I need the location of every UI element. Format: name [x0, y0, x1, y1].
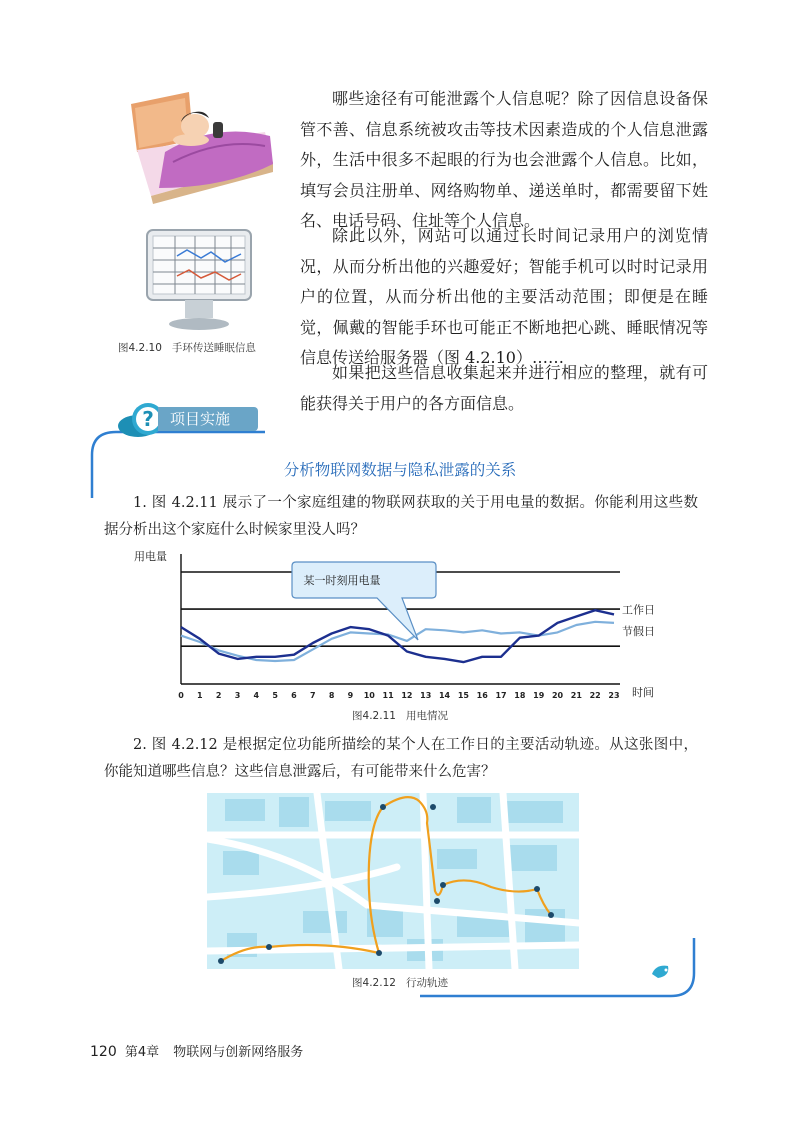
x-tick-label: 14 [438, 691, 451, 700]
x-tick-label: 5 [272, 691, 278, 700]
x-tick-label: 1 [197, 691, 203, 700]
chapter-number: 第4章 [124, 1045, 160, 1060]
paragraph-1: 哪些途径有可能泄露个人信息呢？除了因信息设备保管不善、信息系统被攻击等技术因素造成的个人信息泄露外，生活中很多不起眼的行为也会泄露个人信息。比如，填写会员注册单、网络购物单、递送单时，都需要留下姓名、电话号码、住址等个人信息。 [300, 89, 708, 230]
x-tick-label: 13 [420, 691, 432, 700]
paragraph-2: 除此以外，网站可以通过长时间记录用户的浏览情况，从而分析出他的兴趣爱好；智能手机可以时时记录用户的位置，从而分析出他的主要活动范围；即便是在睡觉，佩戴的智能手环也可能正不断地把心跳、睡眠情况等信息传送给服务器（图 4.2.10）…… [300, 226, 708, 367]
x-tick-label: 8 [328, 691, 335, 700]
track-point [376, 950, 382, 956]
x-tick-label: 16 [476, 691, 488, 700]
track-point [218, 958, 224, 964]
track-point [430, 804, 436, 810]
x-tick-label: 18 [514, 691, 526, 700]
paragraph-3: 如果把这些信息收集起来并进行相应的整理，就有可能获得关于用户的各方面信息。 [300, 363, 708, 413]
x-tick-label: 0 [178, 691, 184, 700]
x-tick-label: 2 [215, 691, 222, 700]
task-1: 1. 图 4.2.11 展示了一个家庭组建的物联网获取的关于用电量的数据。你能利用这些数据分析出这个家庭什么时候家里没人吗？ [104, 495, 698, 538]
track-point [380, 804, 386, 810]
x-tick-label: 21 [570, 691, 582, 700]
x-tick-label: 20 [551, 691, 564, 700]
page-number: 120 [90, 1044, 117, 1060]
power-usage-chart [132, 544, 672, 704]
y-axis-label: 用电量 [134, 550, 167, 563]
track-point [434, 898, 440, 904]
figure-number: 图4.2.12 [352, 977, 396, 989]
figure-number: 图4.2.10 [118, 342, 162, 354]
x-tick-label: 23 [608, 691, 620, 700]
figure-title: 用电情况 [405, 710, 448, 722]
chapter-title: 物联网与创新网络服务 [173, 1045, 304, 1060]
x-tick-label: 17 [495, 691, 507, 700]
callout-text: 某一时刻用电量 [303, 574, 381, 587]
project-label: 项目实施 [158, 407, 258, 431]
figure-title: 行动轨迹 [405, 977, 448, 989]
x-tick-label: 7 [309, 691, 316, 700]
x-tick-label: 3 [234, 691, 241, 700]
x-tick-label: 4 [253, 691, 260, 700]
svg-text:?: ? [142, 407, 154, 431]
figure-4-2-12-caption [0, 975, 800, 990]
legend-label: 节假日 [622, 624, 655, 638]
x-tick-label: 9 [347, 691, 354, 700]
figure-title: 手环传送睡眠信息 [171, 342, 256, 354]
x-tick-label: 12 [401, 691, 413, 700]
figure-number: 图4.2.11 [352, 710, 396, 722]
legend-label: 工作日 [622, 603, 655, 617]
x-tick-label: 10 [363, 691, 375, 700]
track-point [266, 944, 272, 950]
x-tick-label: 11 [382, 691, 394, 700]
task-2: 2. 图 4.2.12 是根据定位功能所描绘的某个人在工作日的主要活动轨迹。从这张图中，你能知道哪些信息？这些信息泄露后，有可能带来什么危害？ [104, 737, 698, 780]
x-axis-label: 时间 [632, 686, 654, 699]
page-footer [90, 1041, 303, 1060]
movement-track-map [207, 793, 579, 969]
track-point [440, 882, 446, 888]
track-point [548, 912, 554, 918]
x-tick-label: 19 [533, 691, 545, 700]
x-tick-label: 15 [457, 691, 469, 700]
x-tick-label: 6 [291, 691, 297, 700]
figure-4-2-11-caption [0, 708, 800, 723]
track-point [534, 886, 540, 892]
project-title: 分析物联网数据与隐私泄露的关系 [283, 461, 517, 479]
x-tick-label: 22 [589, 691, 601, 700]
